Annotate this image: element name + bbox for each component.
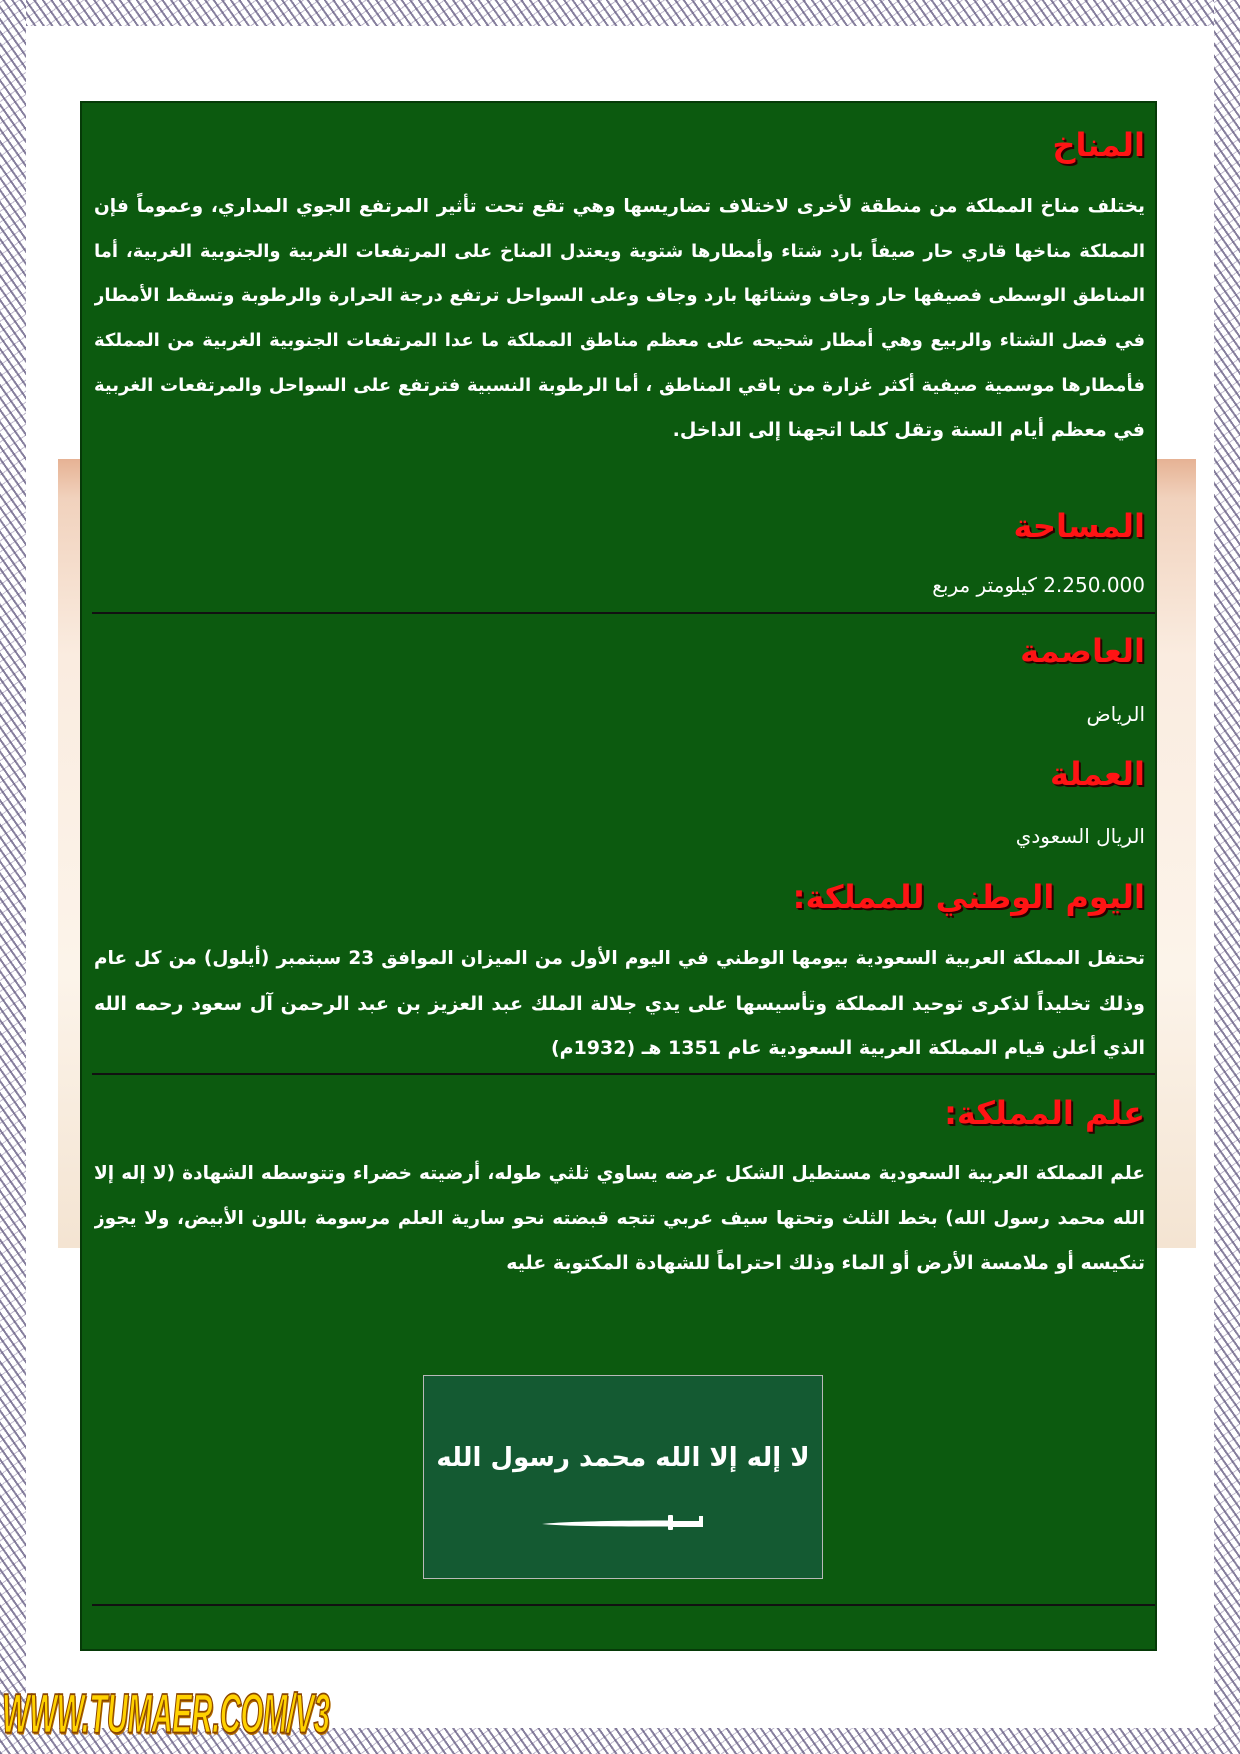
heading-national-day: اليوم الوطني للمملكة: xyxy=(792,878,1145,916)
sword-icon xyxy=(424,1376,823,1579)
paragraph-line: فأمطارها موسمية صيفية أكثر غزارة من باقي المناطق ، أما الرطوبة النسبية فترتفع على السواحل والمرتفعات الغربية xyxy=(94,374,1145,396)
decorative-border-left xyxy=(0,0,26,1754)
heading-capital: العاصمة xyxy=(1020,632,1145,670)
paragraph-line: تحتفل المملكة العربية السعودية بيومها الوطني في اليوم الأول من الميزان الموافق 23 سبتمبر (أيلول) من كل عام xyxy=(94,948,1145,969)
content-panel xyxy=(80,101,1157,1651)
national-day-paragraph xyxy=(94,937,1145,1071)
divider xyxy=(92,1073,1155,1075)
currency-value: الريال السعودي xyxy=(1015,824,1145,848)
decorative-border-right xyxy=(1214,0,1240,1754)
capital-value: الرياض xyxy=(1086,702,1145,726)
heading-flag: علم المملكة: xyxy=(944,1094,1145,1132)
paragraph-line: المملكة مناخها قاري حار صيفاً بارد شتاء وأمطارها شتوية ويعتدل المناخ على المرتفعات الغربية والجنوبية الغربية، أما xyxy=(94,240,1145,262)
heading-area: المساحة xyxy=(1013,507,1145,545)
heading-currency: العملة xyxy=(1050,755,1145,793)
paragraph-line: وذلك تخليداً لذكرى توحيد المملكة وتأسيسها على يدي جلالة الملك عبد العزيز بن عبد الرحمن آل سعود رحمه الله xyxy=(94,992,1145,1015)
area-value: 2.250.000 كيلومتر مربع xyxy=(932,573,1145,597)
flag-shahada: لا إله إلا الله محمد رسول الله xyxy=(436,1443,810,1473)
climate-paragraph xyxy=(94,185,1145,453)
paragraph-line: في فصل الشتاء والربيع وهي أمطار شحيحه على معظم مناطق المملكة ما عدا المرتفعات الجنوبية الغربية من المملكة xyxy=(94,330,1145,352)
paragraph-line: الذي أعلن قيام المملكة العربية السعودية عام 1351 هـ (1932م) xyxy=(550,1037,1145,1060)
divider xyxy=(92,1604,1155,1606)
paragraph-line: المناطق الوسطى فصيفها حار وجاف وشتائها بارد وجاف وعلى السواحل ترتفع درجة الحرارة والرطوبة وتسقط الأمطار xyxy=(94,285,1145,307)
divider xyxy=(92,612,1155,614)
saudi-flag-image xyxy=(423,1375,823,1579)
paragraph-line: الله محمد رسول الله) بخط الثلث وتحتها سيف عربي تتجه قبضته نحو سارية العلم مرسومة باللون الأبيض، ولا يجوز xyxy=(94,1207,1145,1229)
heading-climate: المناخ xyxy=(1052,126,1145,164)
decorative-border-top xyxy=(0,0,1240,26)
paragraph-line: علم المملكة العربية السعودية مستطيل الشكل عرضه يساوي ثلثي طوله، أرضيته خضراء وتتوسطه الشهادة (لا إله إلا xyxy=(94,1163,1145,1184)
paragraph-line: في معظم أيام السنة وتقل كلما اتجهنا إلى الداخل. xyxy=(672,419,1145,442)
flag-paragraph xyxy=(94,1152,1145,1286)
paragraph-line: تنكيسه أو ملامسة الأرض أو الماء وذلك احتراماً للشهادة المكتوبة عليه xyxy=(506,1252,1145,1275)
watermark-logo: WWW.TUMAER.COM/V3 xyxy=(2,1684,330,1746)
paragraph-line: يختلف مناخ المملكة من منطقة لأخرى لاختلاف تضاريسها وهي تقع تحت تأثير المرتفع الجوي المداري، وعموماً فإن xyxy=(94,196,1145,217)
